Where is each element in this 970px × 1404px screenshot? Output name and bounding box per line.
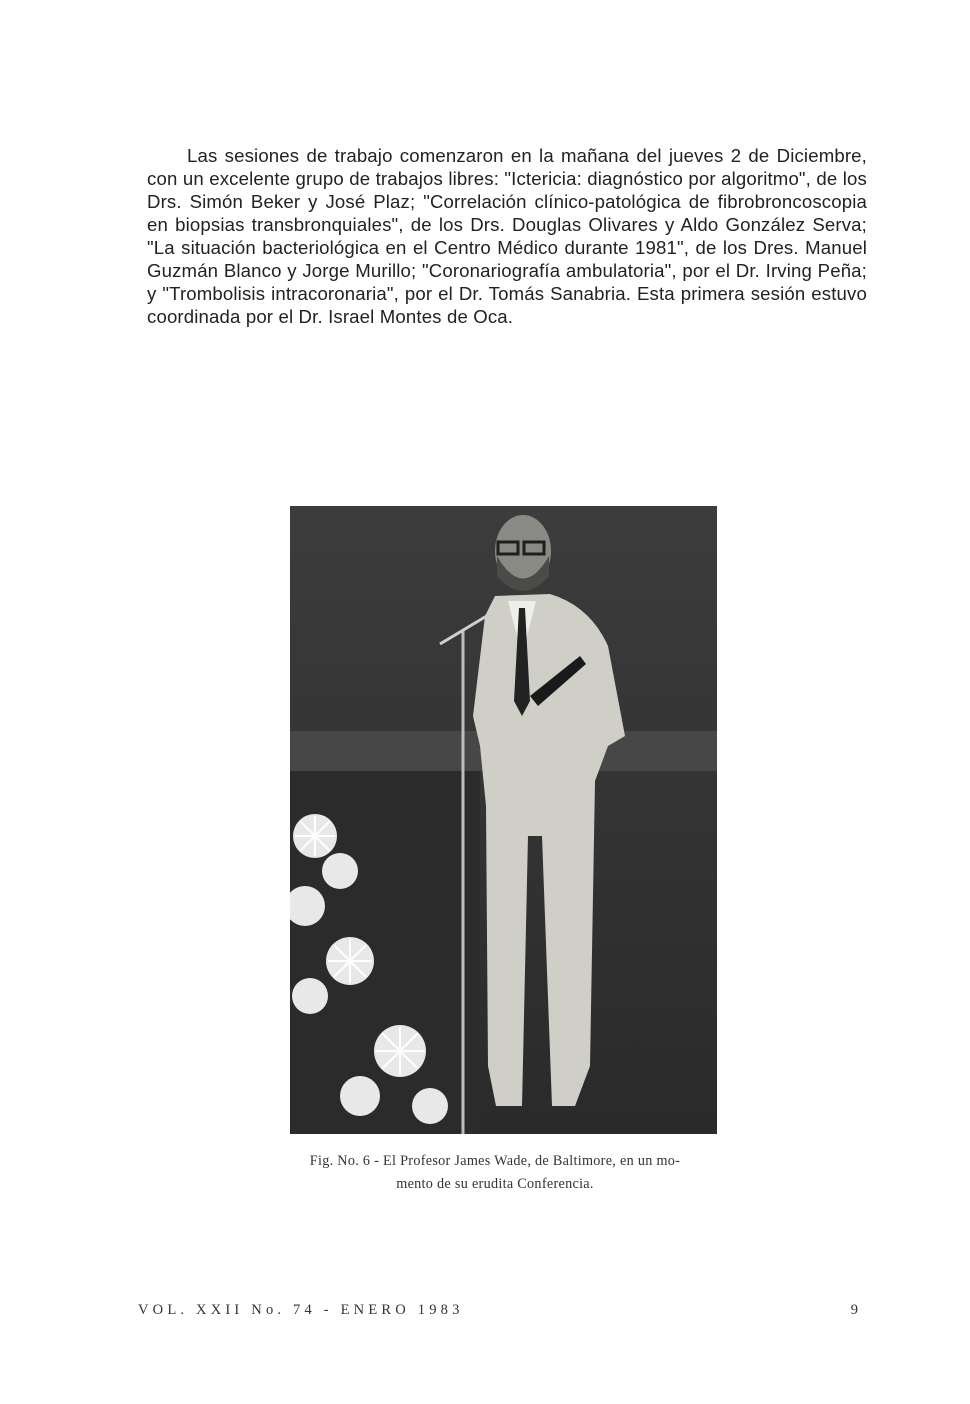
speaker-photo bbox=[290, 506, 717, 1134]
page-number: 9 bbox=[850, 1302, 858, 1318]
speaker-photo-illustration bbox=[290, 506, 717, 1134]
figure-caption bbox=[230, 1150, 760, 1196]
journal-issue: VOL. XXII No. 74 - ENERO 1983 bbox=[138, 1302, 464, 1318]
caption-line-1: Fig. No. 6 - El Profesor James Wade, de Baltimore, en un mo- bbox=[309, 1153, 681, 1169]
caption-line-2: mento de su erudita Conferencia. bbox=[396, 1176, 594, 1192]
body-paragraph bbox=[147, 144, 867, 328]
paragraph-text: Las sesiones de trabajo comenzaron en la mañana del jueves 2 de Diciembre, con un excelente grupo de trabajos libres: "Ictericia: diagnóstico por algoritmo", de los Drs. Simón Beker y José Plaz; "Correlación clínico-patológica de fibrobroncoscopia en biopsias transbronquiales", de los Drs. Douglas Olivares y Aldo González Serva; "La situación bacteriológica en el Centro Médico durante 1981", de los Dres. Manuel Guzmán Blanco y Jorge Murillo; "Coronariografía ambulatoria", por el Dr. Irving Peña; y "Trombolisis intracoronaria", por el Dr. Tomás Sanabria. Esta primera sesión estuvo coordinada por el Dr. Israel Montes de Oca. bbox=[147, 145, 867, 327]
page-footer bbox=[138, 1302, 858, 1324]
